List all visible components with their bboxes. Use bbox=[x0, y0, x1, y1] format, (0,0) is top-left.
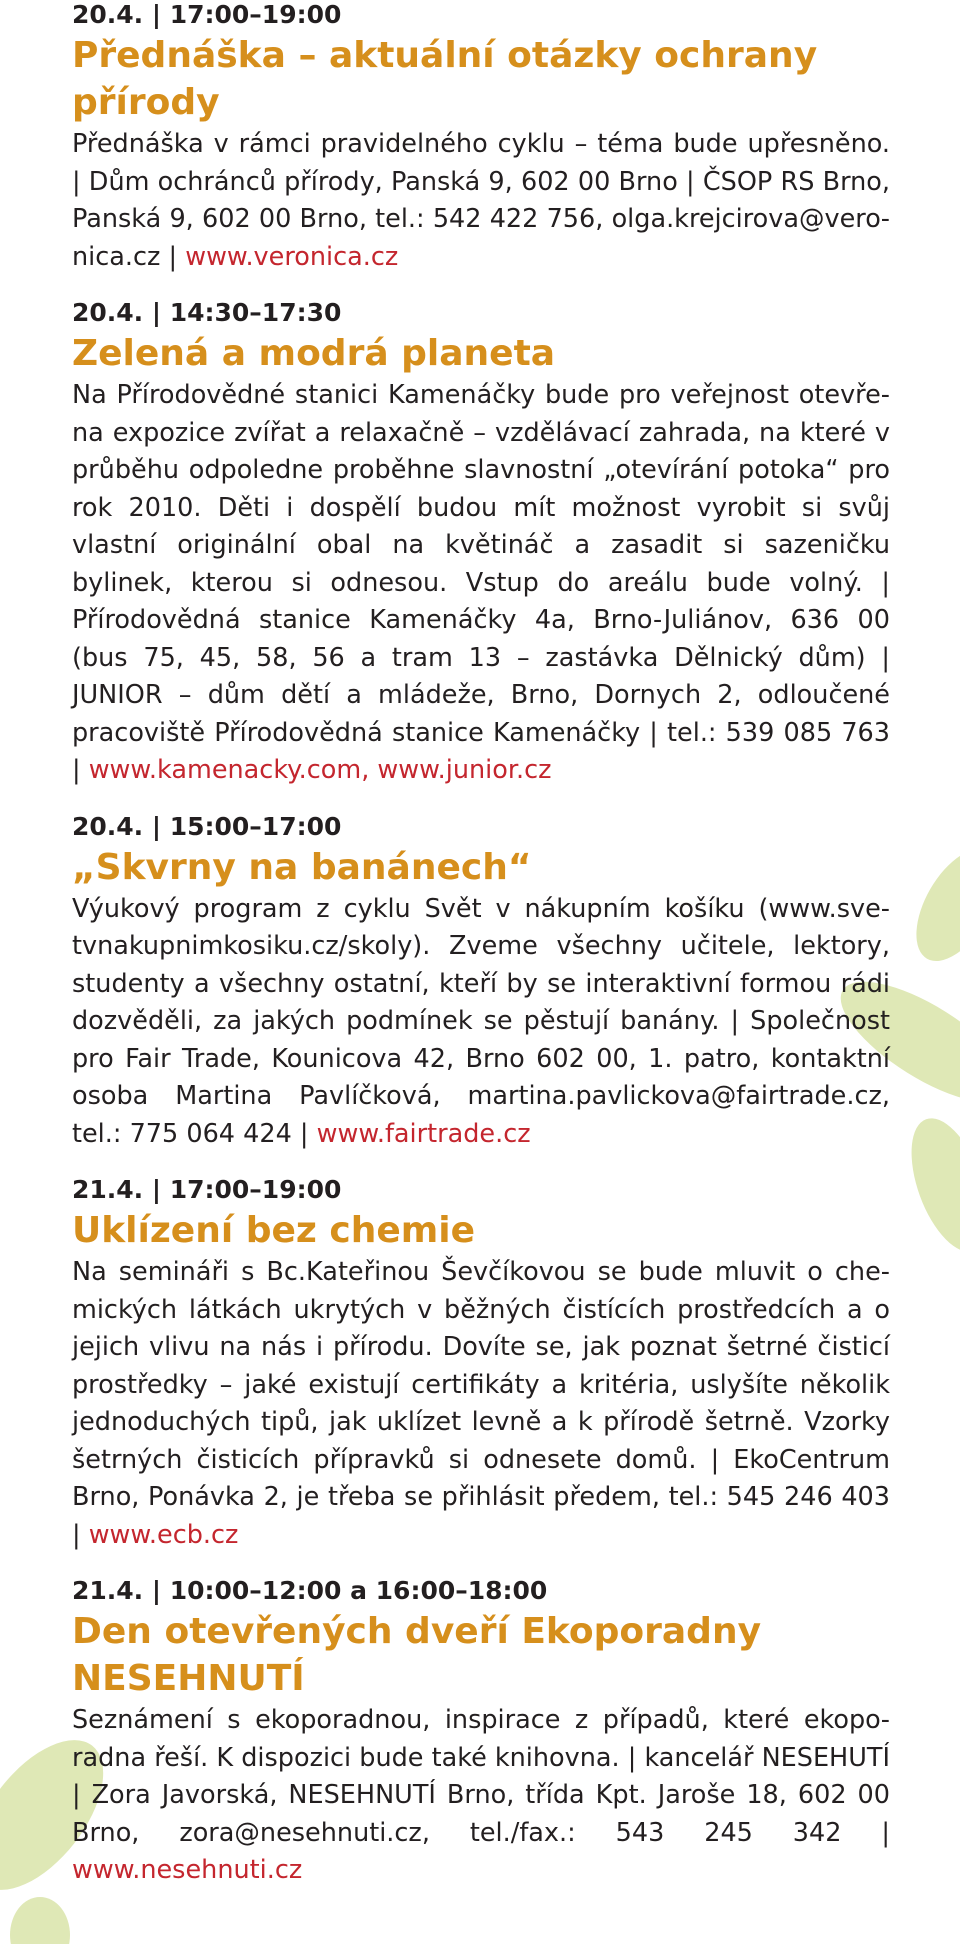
event-link[interactable]: www.ecb.cz bbox=[88, 1519, 239, 1550]
event-title: Den otevřených dveří Ekoporadny NESEHNUTÍ bbox=[72, 1611, 762, 1699]
event-date: 21.4. | 10:00–12:00 a 16:00–18:00 bbox=[72, 1576, 548, 1605]
event-text: Seznámení s ekoporadnou, inspirace z případů, které ekoporadna řeší. K dispozici bude také knihovna. | kancelář NESEHUTÍ | Zora Javorská, NESEHNUTÍ Brno, třída Kpt. Jaroše 18, 602 00 Brno, zora@nesehnuti.cz, tel./fax.: 543 245 342 | bbox=[72, 1705, 890, 1848]
event-list bbox=[72, 0, 890, 1912]
event-description bbox=[72, 891, 890, 1154]
event-description bbox=[72, 126, 890, 276]
event-date: 21.4. | 17:00–19:00 bbox=[72, 1175, 342, 1204]
event-text: Na Přírodovědné stanici Kamenáčky bude pro veřejnost otevřena expozice zvířat a relaxačně – vzdělávací zahrada, na které v průběhu odpoledne proběhne slavnostní „otevírání potoka“ pro rok 2010. Děti i dospělí budou mít možnost vyrobit si svůj vlastní originální obal na květináč a zasadit si sazeničku bylinek, kterou si odnesou. Vstup do areálu bude volný. | Přírodovědná stanice Kamenáčky 4a, Brno-Juliánov, 636 00 (bus 75, 45, 58, 56 a tram 13 – zastávka Dělnický dům) | JUNIOR – dům dětí a mládeže, Brno, Dornych 2, odloučené pracoviště Přírodovědná stanice Kamenáčky | tel.: 539 085 763 | bbox=[72, 380, 890, 785]
event-link[interactable]: www.kamenacky.com, www.junior.cz bbox=[88, 755, 552, 785]
event-link[interactable]: www.nesehnuti.cz bbox=[72, 1855, 303, 1885]
event-title: Přednáška – aktuální otázky ochrany přírody bbox=[72, 35, 818, 123]
event-text: Výukový program z cyklu Svět v nákupním košíku (www.svetvnakupnimkosiku.cz/skoly). Zveme všechny učitele, lektory, studenty a všechny ostatní, kteří by se interaktivní formou rádi dozvěděli, za jakých podmínek se pěstují banány. | Společnost pro Fair Trade, Kounicova 42, Brno 602 00, 1. patro, kontaktní osoba Martina Pavlíčková, martina.pavlickova@fairtrade.cz, tel.: 775 064 424 | bbox=[72, 893, 890, 1149]
event-date: 20.4. | 17:00–19:00 bbox=[72, 0, 342, 29]
event-description bbox=[72, 1254, 890, 1554]
event-text: Přednáška v rámci pravidelného cyklu – téma bude upřesněno. | Dům ochránců přírody, Panská 9, 602 00 Brno | ČSOP RS Brno, Panská 9, 602 00 Brno, tel.: 542 422 756, olga.krejcirova@veronica.cz | bbox=[72, 129, 890, 272]
event-date: 20.4. | 15:00–17:00 bbox=[72, 811, 342, 841]
event-title: Uklízení bez chemie bbox=[72, 1210, 476, 1251]
event-description bbox=[72, 1702, 890, 1890]
event-item bbox=[72, 812, 890, 1154]
event-text: Na semináři s Bc.Kateřinou Ševčíkovou se bude mluvit o chemických látkách ukrytých v běžných čistících prostředcích a o jejich vlivu na nás i přírodu. Dovíte se, jak poznat šetrné čisticí prostředky – jaké existují certifikáty a kritéria, uslyšíte několik jednoduchých tipů, jak uklízet levně a k přírodě šetrně. Vzorky šetrných čisticích přípravků si odnesete domů. | EkoCentrum Brno, Ponávka 2, je třeba se přihlásit předem, tel.: 545 246 403 | bbox=[72, 1257, 890, 1550]
event-description bbox=[72, 377, 890, 790]
event-item bbox=[72, 1576, 890, 1890]
event-item bbox=[72, 298, 890, 790]
event-title: „Skvrny na banánech“ bbox=[72, 846, 532, 888]
event-item bbox=[72, 0, 890, 276]
event-title: Zelená a modrá planeta bbox=[72, 333, 556, 374]
event-link[interactable]: www.veronica.cz bbox=[185, 241, 399, 272]
event-link[interactable]: www.fairtrade.cz bbox=[316, 1118, 531, 1149]
event-date: 20.4. | 14:30–17:30 bbox=[72, 298, 342, 327]
event-item bbox=[72, 1175, 890, 1554]
